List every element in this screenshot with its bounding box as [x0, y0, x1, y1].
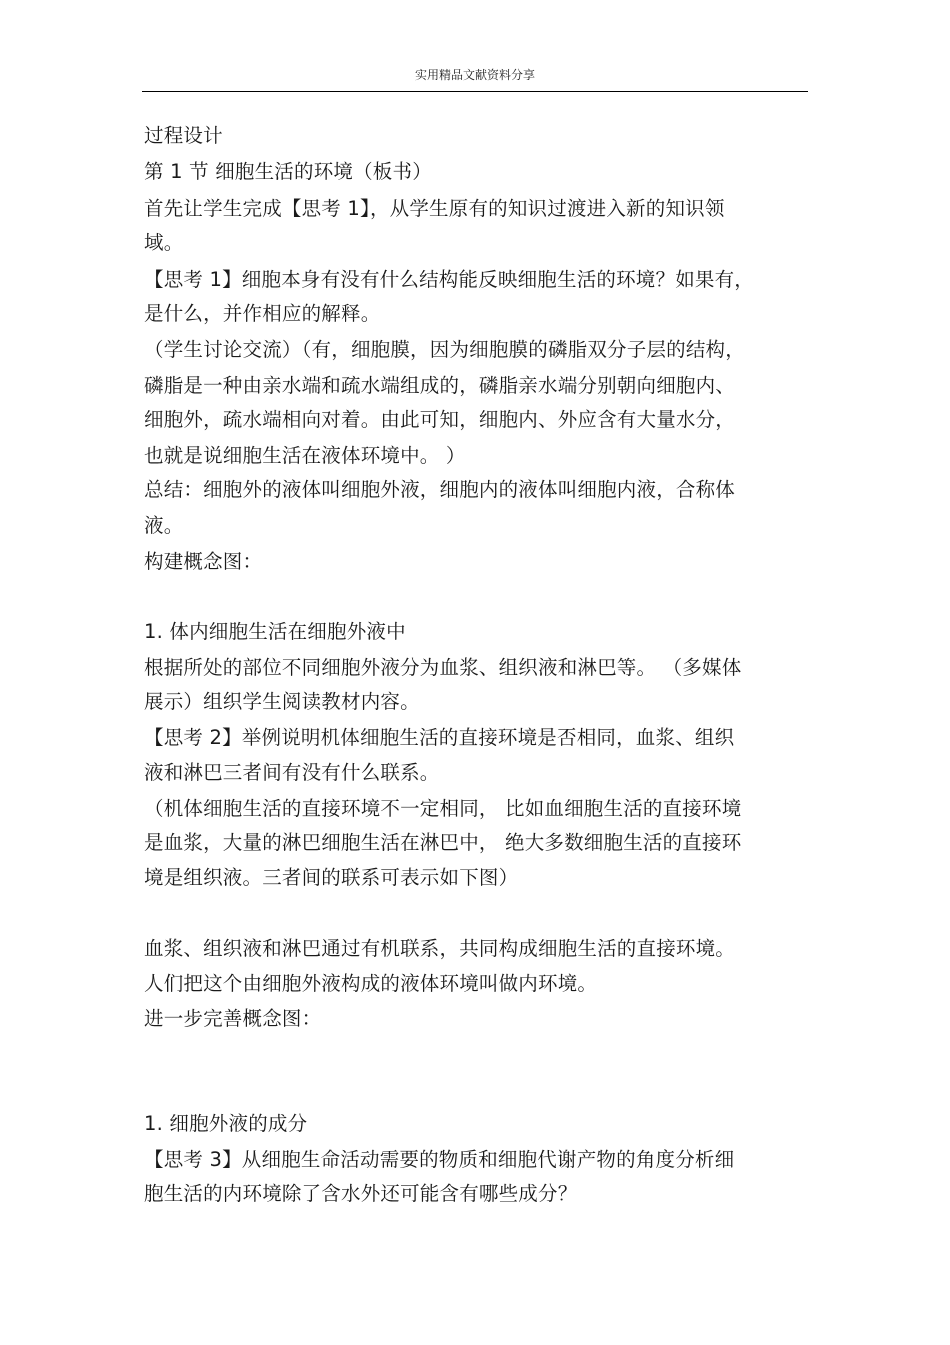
page-header: 实用精品文献资料分享	[414, 68, 535, 82]
question-line: 【思考 1】细胞本身有没有什么结构能反映细胞生活的环境？如果有，	[144, 268, 755, 291]
paragraph-line: 境是组织液。三者间的联系可表示如下图）	[144, 866, 519, 889]
paragraph-line: 域。	[144, 231, 184, 254]
summary-line: 液。	[144, 514, 184, 537]
subsection-heading: 1. 细胞外液的成分	[144, 1112, 308, 1135]
question-line: 胞生活的内环境除了含水外还可能含有哪些成分？	[144, 1182, 578, 1205]
lesson-title: 第 1 节 细胞生活的环境（板书）	[144, 160, 432, 183]
question-line: 是什么，并作相应的解释。	[144, 302, 381, 325]
paragraph-line: （机体细胞生活的直接环境不一定相同， 比如血细胞生活的直接环境	[144, 797, 742, 820]
concept-map-label: 构建概念图：	[144, 550, 263, 573]
section-heading: 过程设计	[144, 124, 223, 147]
question-line: 【思考 3】从细胞生命活动需要的物质和细胞代谢产物的角度分析细	[144, 1148, 735, 1171]
paragraph-line: 是血浆，大量的淋巴细胞生活在淋巴中， 绝大多数细胞生活的直接环	[144, 831, 742, 854]
question-line: 液和淋巴三者间有没有什么联系。	[144, 761, 440, 784]
paragraph-line: 展示）组织学生阅读教材内容。	[144, 690, 420, 713]
subsection-heading: 1. 体内细胞生活在细胞外液中	[144, 620, 406, 643]
paragraph-line: 根据所处的部位不同细胞外液分为血浆、组织液和淋巴等。 （多媒体	[144, 656, 742, 679]
summary-line: 总结：细胞外的液体叫细胞外液，细胞内的液体叫细胞内液，合称体	[144, 478, 736, 501]
paragraph-line: 血浆、组织液和淋巴通过有机联系，共同构成细胞生活的直接环境。	[144, 937, 736, 960]
paragraph-line: 人们把这个由细胞外液构成的液体环境叫做内环境。	[144, 972, 598, 995]
concept-map-label: 进一步完善概念图：	[144, 1007, 322, 1030]
paragraph-line: 细胞外，疏水端相向对着。由此可知，细胞内、外应含有大量水分，	[144, 408, 736, 431]
header-divider	[142, 91, 808, 92]
paragraph-line: 也就是说细胞生活在液体环境中。 ）	[144, 444, 466, 467]
paragraph-line: 首先让学生完成【思考 1】，从学生原有的知识过渡进入新的知识领	[144, 197, 725, 220]
paragraph-line: （学生讨论交流）（有，细胞膜，因为细胞膜的磷脂双分子层的结构，	[144, 338, 745, 361]
paragraph-line: 磷脂是一种由亲水端和疏水端组成的，磷脂亲水端分别朝向细胞内、	[144, 374, 736, 397]
question-line: 【思考 2】举例说明机体细胞生活的直接环境是否相同，血浆、组织	[144, 726, 735, 749]
